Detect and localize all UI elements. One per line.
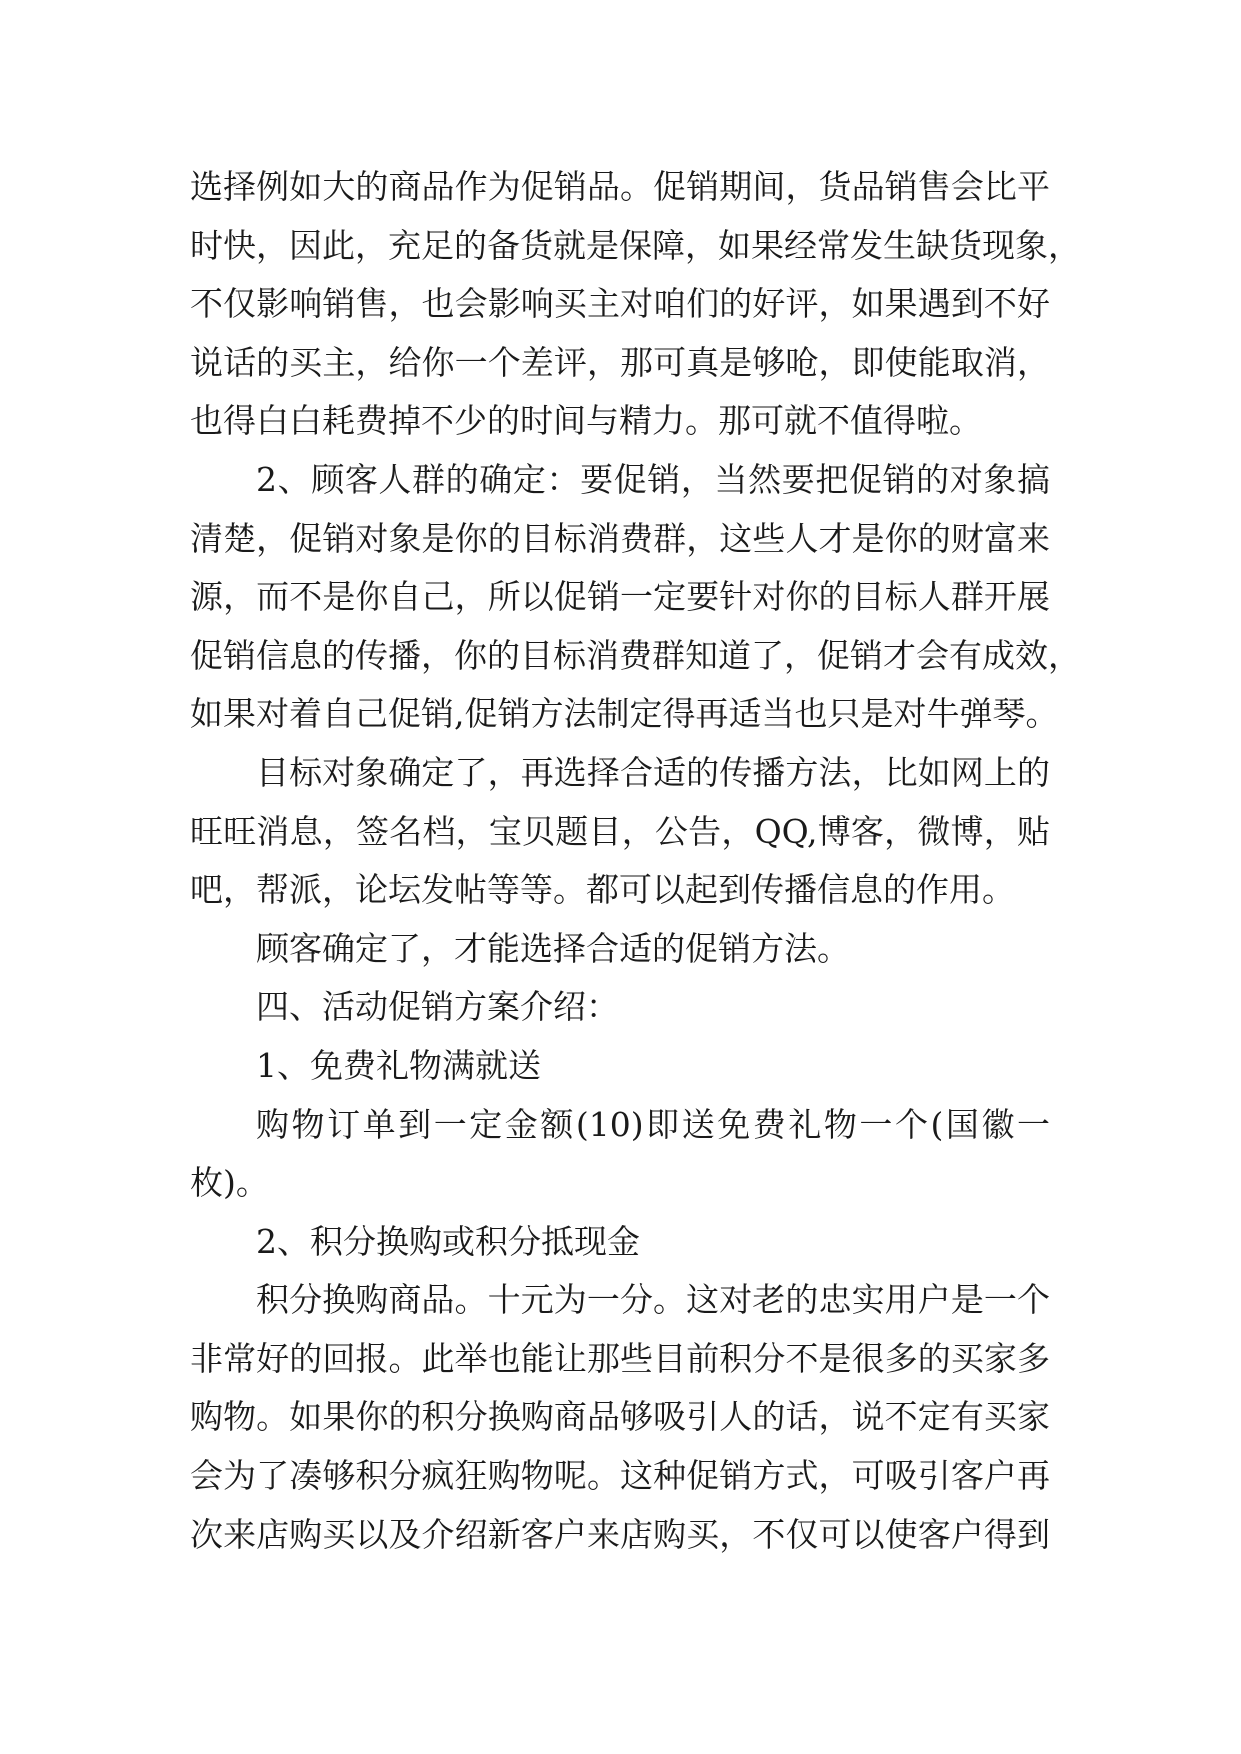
text-line: 清楚，促销对象是你的目标消费群，这些人才是你的财富来 xyxy=(190,518,1050,558)
text-line: 促销信息的传播，你的目标消费群知道了，促销才会有成效， xyxy=(190,635,1081,675)
subsection-heading: 1、免费礼物满就送 xyxy=(256,1045,541,1085)
subsection-heading: 2、积分换购或积分抵现金 xyxy=(256,1221,640,1261)
text-line: 也得白白耗费掉不少的时间与精力。那可就不值得啦。 xyxy=(190,401,982,441)
text-line: 枚)。 xyxy=(190,1163,269,1203)
text-line: 如果对着自己促销,促销方法制定得再适当也只是对牛弹琴。 xyxy=(190,694,1059,734)
text-line: 积分换购商品。十元为一分。这对老的忠实用户是一个 xyxy=(256,1280,1050,1320)
text-line: 购物。如果你的积分换购商品够吸引人的话，说不定有买家 xyxy=(190,1397,1050,1437)
text-line: 选择例如大的商品作为促销品。促销期间，货品销售会比平 xyxy=(190,167,1050,206)
text-line: 2、顾客人群的确定：要促销，当然要把促销的对象搞 xyxy=(256,459,1050,499)
text-line: 不仅影响销售，也会影响买主对咱们的好评，如果遇到不好 xyxy=(190,284,1050,324)
text-line: 目标对象确定了，再选择合适的传播方法，比如网上的 xyxy=(256,752,1050,792)
text-line: 说话的买主，给你一个差评，那可真是够呛，即使能取消， xyxy=(190,342,1050,382)
text-line: 次来店购买以及介绍新客户来店购买，不仅可以使客户得到 xyxy=(190,1514,1050,1554)
text-line: 旺旺消息，签名档，宝贝题目，公告，QQ,博客，微博，贴 xyxy=(190,811,1050,851)
text-line: 非常好的回报。此举也能让那些目前积分不是很多的买家多 xyxy=(190,1338,1050,1378)
text-line: 源，而不是你自己，所以促销一定要针对你的目标人群开展 xyxy=(190,577,1050,617)
text-line: 顾客确定了，才能选择合适的促销方法。 xyxy=(256,928,850,968)
text-line: 吧，帮派，论坛发帖等等。都可以起到传播信息的作用。 xyxy=(190,870,1015,910)
section-heading: 四、活动促销方案介绍： xyxy=(256,987,619,1027)
text-line: 购物订单到一定金额(10)即送免费礼物一个(国徽一 xyxy=(256,1104,1050,1144)
text-line: 会为了凑够积分疯狂购物呢。这种促销方式，可吸引客户再 xyxy=(190,1456,1050,1496)
text-line: 时快，因此，充足的备货就是保障，如果经常发生缺货现象， xyxy=(190,225,1081,265)
document-body xyxy=(190,158,1081,1564)
